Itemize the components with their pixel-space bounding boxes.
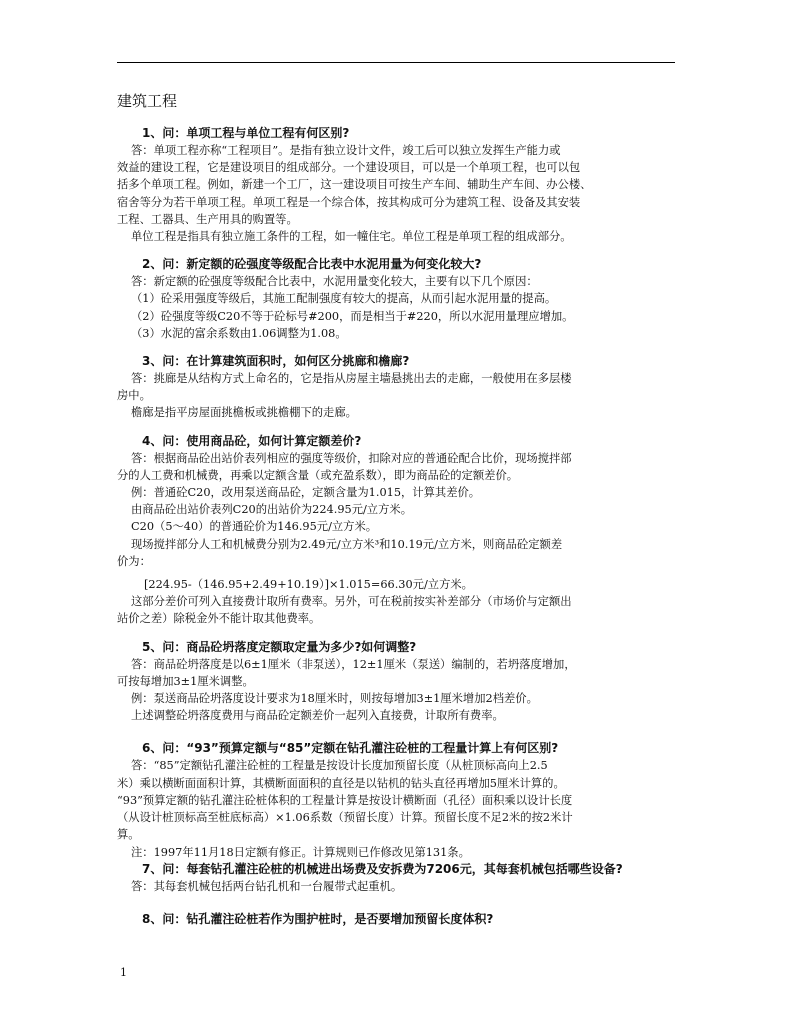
answer-line: 这部分差价可列入直接费计取所有费率。另外，可在税前按实补差部分（市场价与定额出: [131, 595, 572, 609]
answer-line: （从设计桩顶标高至桩底标高）×1.06系数（预留长度）计算。预留长度不足2米的按2米计: [117, 811, 573, 825]
answer-line: 例：普通砼C20，改用泵送商品砼，定额含量为1.015，计算其差价。: [131, 486, 481, 500]
question-heading: 5、问：商品砼坍落度定额取定量为多少?如何调整?: [142, 639, 417, 654]
question-heading: 6、问：“93”预算定额与“85”定额在钻孔灌注砼桩的工程量计算上有何区别?: [142, 741, 559, 756]
answer-line: 房中。: [117, 389, 151, 403]
question-heading: 4、问：使用商品砼，如何计算定额差价?: [142, 433, 362, 448]
answer-line: 算。: [117, 828, 140, 842]
answer-line: 例：泵送商品砼坍落度设计要求为18厘米时，则按每增加3±1厘米增加2档差价。: [131, 692, 538, 706]
answer-line: 由商品砼出站价表列C20的出站价为224.95元/立方米。: [131, 503, 412, 517]
answer-line: 括多个单项工程。例如，新建一个工厂，这一建设项目可按生产车间、辅助生产车间、办公楼、: [117, 178, 592, 192]
answer-line: 效益的建设工程，它是建设项目的组成部分。一个建设项目，可以是一个单项工程，也可以包: [117, 161, 581, 175]
answer-line: 答：“85”定额钻孔灌注砼桩的工程量是按设计长度加预留长度（从桩顶标高向上2.5: [131, 759, 548, 773]
answer-line: 檐廊是指平房屋面挑檐板或挑檐棚下的走廊。: [131, 406, 357, 420]
answer-line: C20（5～40）的普通砼价为146.95元/立方米。: [131, 520, 378, 534]
answer-line: 可按每增加3±1厘米调整。: [117, 674, 254, 688]
answer-line: 答：其每套机械包括两台钻孔机和一台履带式起重机。: [131, 879, 403, 893]
answer-line: 答：挑廊是从结构方式上命名的，它是指从房屋主墙悬挑出去的走廊，一般使用在多层楼: [131, 372, 572, 386]
answer-line: 工程、工器具、生产用具的购置等。: [117, 212, 298, 226]
header-rule: [117, 62, 675, 63]
question-heading: 8、问：钻孔灌注砼桩若作为围护桩时，是否要增加预留长度体积?: [142, 911, 494, 926]
answer-line: 价为：: [117, 554, 151, 568]
answer-line: 答：商品砼坍落度是以6±1厘米（非泵送），12±1厘米（泵送）编制的，若坍落度增加，: [131, 657, 576, 671]
note-line: 注：1997年11月18日定额有修正。计算规则已作修改见第131条。: [131, 845, 470, 859]
answer-line: “93”预算定额的钻孔灌注砼桩体积的工程量计算是按设计横断面（孔径）面积乘以设计长度: [117, 793, 573, 807]
question-heading: 7、问：每套钻孔灌注砼桩的机械进出场费及安拆费为7206元，其每套机械包括哪些设备?: [142, 861, 623, 876]
answer-line: 现场搅拌部分人工和机械费分别为2.49元/立方米³和10.19元/立方米，则商品砼定额差: [131, 537, 563, 551]
answer-line: 宿舍等分为若干单项工程。单项工程是一个综合体，按其构成可分为建筑工程、设备及其安装: [117, 195, 581, 209]
question-heading: 2、问：新定额的砼强度等级配合比表中水泥用量为何变化较大?: [142, 257, 482, 272]
document-title: 建筑工程: [117, 92, 178, 110]
answer-line: 答：根据商品砼出站价表列相应的强度等级价，扣除对应的普通砼配合比价，现场搅拌部: [131, 451, 572, 465]
answer-line: 米）乘以横断面面积计算，其横断面面积的直径是以钻机的钻头直径再增加5厘米计算的。: [117, 776, 565, 790]
answer-line: （2）砼强度等级C20不等于砼标号#200，而是相当于#220，所以水泥用量理应增加。: [131, 309, 574, 323]
answer-line: 站价之差）除税金外不能计取其他费率。: [117, 612, 321, 626]
answer-line: 分的人工费和机械费，再乘以定额含量（或充盈系数），即为商品砼的定额差价。: [117, 468, 519, 482]
answer-line: 上述调整砼坍落度费用与商品砼定额差价一起列入直接费，计取所有费率。: [131, 709, 504, 723]
answer-line: 答：单项工程亦称“工程项目”。是指有独立设计文件，竣工后可以独立发挥生产能力或: [131, 144, 561, 157]
document-page: [117, 90, 679, 928]
page-number: 1: [120, 966, 127, 979]
answer-line: （1）砼采用强度等级后，其施工配制强度有较大的提高，从而引起水泥用量的提高。: [131, 292, 557, 306]
answer-line: 答：新定额的砼强度等级配合比表中，水泥用量变化较大，主要有以下几个原因：: [131, 275, 538, 289]
question-heading: 3、问：在计算建筑面积时，如何区分挑廊和檐廊?: [142, 354, 410, 369]
formula-line: [224.95-（146.95+2.49+10.19）]×1.015=66.30元/立方米。: [144, 578, 473, 592]
answer-line: 单位工程是指具有独立施工条件的工程，如一幢住宅。单位工程是单项工程的组成部分。: [131, 230, 572, 244]
answer-line: （3）水泥的富余系数由1.06调整为1.08。: [131, 326, 347, 340]
question-heading: 1、问：单项工程与单位工程有何区别?: [142, 126, 350, 140]
